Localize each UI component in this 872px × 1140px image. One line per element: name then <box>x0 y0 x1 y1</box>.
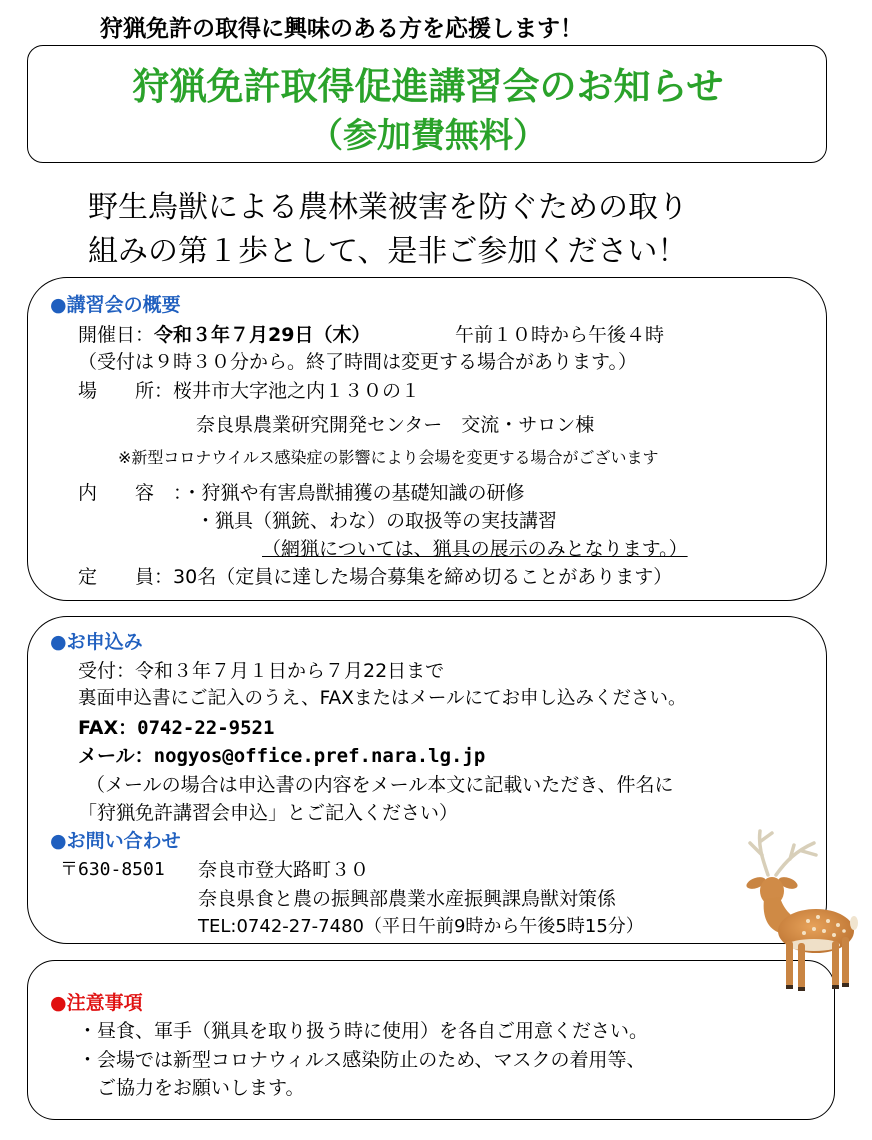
mail-note-2: 「狩猟免許講習会申込」とご記入ください） <box>78 802 459 824</box>
fax-number: 0742-22-9521 <box>137 717 275 739</box>
content-item-1: ・狩猟や有害鳥獣捕獲の基礎知識の研修 <box>182 482 525 504</box>
time-value: 午前１０時から午後４時 <box>455 324 665 346</box>
bullet-icon: ● <box>50 294 67 316</box>
mail-note-1: （メールの場合は申込書の内容をメール本文に記載いただき、件名に <box>86 774 674 796</box>
notice-item-2: ・会場では新型コロナウィルス感染防止のため、マスクの着用等、 <box>78 1049 646 1071</box>
deer-illustration <box>728 825 860 1000</box>
content-label: 内 容 ： <box>78 482 183 504</box>
content-item-2: ・猟具（猟銃、わな）の取扱等の実技講習 <box>196 510 558 532</box>
mail-row <box>78 741 485 768</box>
date-note: （受付は９時３０分から。終了時間は変更する場合があります。） <box>78 351 637 373</box>
lead-line-1: 野生鳥獣による農林業被害を防ぐための取り <box>88 190 688 225</box>
bullet-icon: ● <box>50 830 67 852</box>
contact-address: 奈良市登大路町３０ <box>198 859 370 881</box>
place-building: 奈良県農業研究開発センター 交流・サロン棟 <box>196 414 595 436</box>
place-address: 桜井市大字池之内１３０の１ <box>173 380 421 402</box>
mail-label: メール： <box>78 745 154 767</box>
date-label: 開催日： <box>78 324 155 346</box>
notice-item-1: ・昼食、軍手（猟具を取り扱う時に使用）を各自ご用意ください。 <box>78 1020 649 1042</box>
tagline: 狩猟免許の取得に興味のある方を応援します！ <box>100 16 583 42</box>
page-subtitle: （参加費無料） <box>309 116 547 156</box>
lead-line-2: 組みの第１歩として、是非ご参加ください！ <box>88 234 688 269</box>
date-row <box>78 320 370 347</box>
application-period: 受付：令和３年７月１日から７月22日まで <box>78 660 445 682</box>
application-heading: ●お申込み <box>50 631 143 653</box>
notice-item-2-cont: ご協力をお願いします。 <box>78 1077 305 1099</box>
content-note: （網猟については、猟具の展示のみとなります。） <box>262 538 688 560</box>
capacity-row <box>78 562 672 589</box>
contact-heading: ●お問い合わせ <box>50 830 181 852</box>
overview-heading: ●講習会の概要 <box>50 294 181 316</box>
fax-label: FAX： <box>78 717 138 739</box>
bullet-icon: ● <box>50 631 67 653</box>
place-note: ※新型コロナウイルス感染症の影響により会場を変更する場合がございます <box>118 448 659 467</box>
contact-department: 奈良県食と農の振興部農業水産振興課鳥獣対策係 <box>198 888 617 910</box>
date-value: 令和３年７月29日（木） <box>154 324 371 346</box>
application-instruction: 裏面申込書にご記入のうえ、FAXまたはメールにてお申し込みください。 <box>78 688 687 709</box>
page-title: 狩猟免許取得促進講習会のお知らせ <box>132 65 724 108</box>
content-row <box>78 478 525 505</box>
title-box <box>27 45 827 163</box>
capacity-value: 30名（定員に達した場合募集を締め切ることがあります） <box>173 566 673 588</box>
contact-tel: TEL:0742-27-7480（平日午前9時から午後5時15分） <box>198 916 644 937</box>
contact-postal: 〒630-8501 <box>60 859 165 880</box>
mail-address: nogyos@office.pref.nara.lg.jp <box>153 745 486 767</box>
place-row <box>78 376 420 403</box>
fax-row <box>78 713 274 740</box>
capacity-label: 定 員： <box>78 566 174 588</box>
notice-heading: ●注意事項 <box>50 992 143 1014</box>
bullet-icon: ● <box>50 992 67 1014</box>
place-label: 場 所： <box>78 380 174 402</box>
